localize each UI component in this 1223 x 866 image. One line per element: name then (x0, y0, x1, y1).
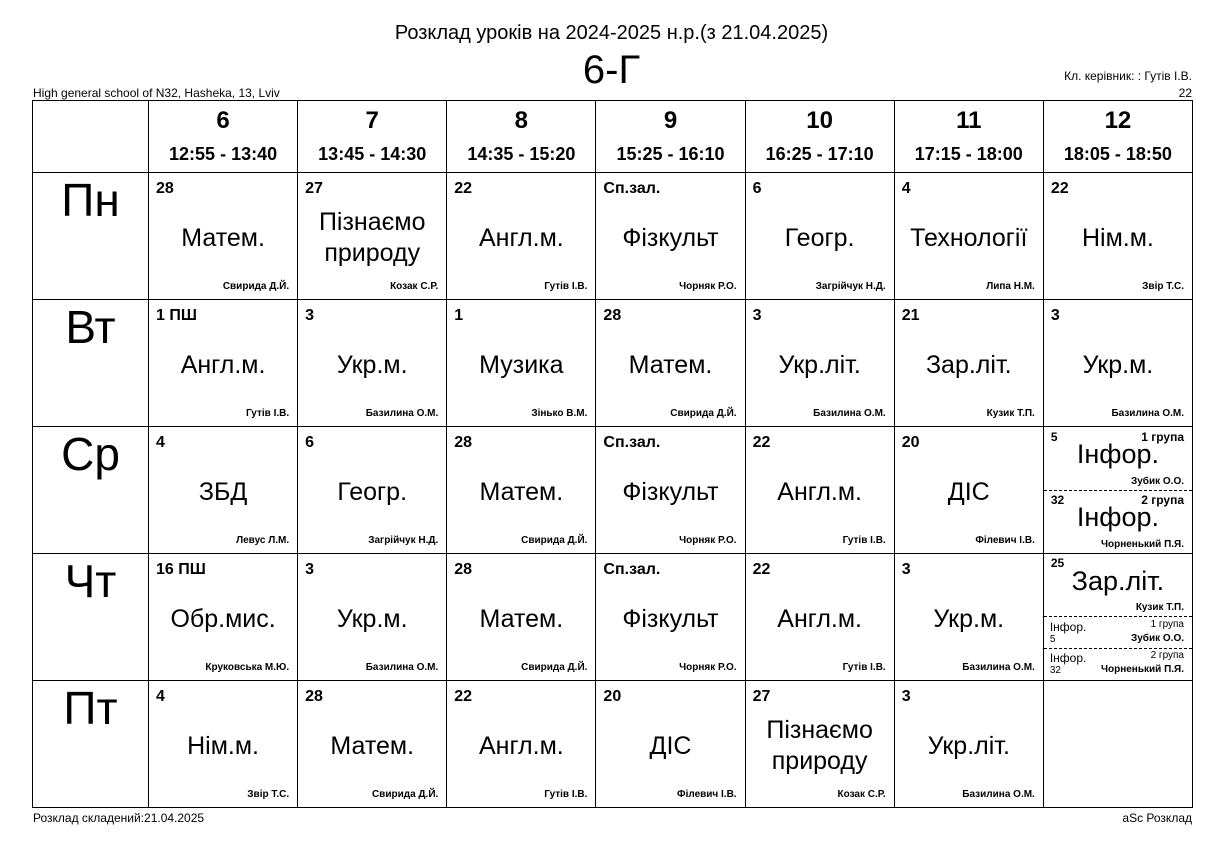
room-number: 21 (901, 307, 920, 324)
period-number: 11 (956, 107, 982, 134)
subject-name: Матем. (479, 604, 564, 633)
subject-name: Укр.м. (1082, 350, 1154, 379)
room-number: 3 (901, 561, 911, 578)
period-header (447, 101, 596, 173)
subject-name: Пізнаємо природу (766, 716, 873, 775)
lesson (746, 300, 894, 426)
subject-name: Інфор. (1049, 620, 1087, 634)
room-number: 3 (1050, 307, 1060, 324)
corner-cell (33, 101, 149, 173)
room-number: 1 ПШ (156, 307, 197, 324)
lesson (447, 173, 595, 299)
teacher-name: Базилина О.М. (962, 789, 1035, 800)
day-name: Ср (33, 427, 149, 554)
subject-name: Матем. (628, 350, 713, 379)
lesson (149, 300, 297, 426)
group-label: 2 група (1150, 650, 1184, 661)
room-number: 27 (752, 688, 771, 705)
room-number: 4 (156, 434, 165, 451)
lesson (447, 427, 595, 553)
subject-name: Матем. (181, 223, 265, 252)
room-number: 5 (1049, 634, 1056, 645)
subject-name: Укр.м. (336, 350, 408, 379)
lesson-cell (149, 554, 298, 681)
lesson-cell (745, 300, 894, 427)
subject-name: ДІС (947, 477, 990, 506)
room-number: 32 (1049, 665, 1061, 676)
lesson (1044, 427, 1192, 553)
subject-name: Зар.літ. (1071, 566, 1165, 596)
teacher-name: Левус Л.М. (236, 535, 290, 546)
day-name: Пт (33, 681, 149, 808)
teacher-name: Гутів І.В. (246, 408, 290, 419)
lesson-cell (596, 300, 745, 427)
lesson-cell (745, 173, 894, 300)
lesson-cell (894, 427, 1043, 554)
lesson (746, 554, 894, 680)
lesson (746, 681, 894, 807)
room-number: 5 (1050, 430, 1058, 444)
class-teacher: Кл. керівник: : Гутів І.В. (1064, 69, 1192, 83)
day-row (33, 300, 1193, 427)
teacher-name: Базилина О.М. (962, 662, 1035, 673)
teacher-name: Козак С.Р. (390, 281, 439, 292)
teacher-name: Гутів І.В. (842, 662, 886, 673)
teacher-name: Базилина О.М. (813, 408, 886, 419)
lesson (149, 554, 297, 680)
room-number: 27 (305, 180, 323, 197)
subject-name: Укр.м. (933, 604, 1005, 633)
period-header-row (33, 101, 1193, 173)
room-number: 28 (603, 307, 622, 324)
teacher-name: Чорняк Р.О. (679, 662, 737, 673)
teacher-name: Зінько В.М. (531, 408, 588, 419)
subject-name: Англ.м. (777, 604, 862, 633)
room-number: 6 (752, 180, 762, 197)
teacher-name: Гутів І.В. (544, 789, 588, 800)
period-number: 10 (806, 107, 833, 134)
teacher-name: Козак С.Р. (837, 789, 886, 800)
lesson (596, 173, 744, 299)
day-row (33, 427, 1193, 554)
room-number: 28 (305, 688, 323, 705)
teacher-name: Свирида Д.Й. (521, 662, 588, 673)
lesson (895, 554, 1043, 680)
lesson (298, 681, 446, 807)
period-header (596, 101, 745, 173)
lesson (1044, 300, 1192, 426)
lesson-cell (447, 300, 596, 427)
day-name: Пн (33, 173, 149, 300)
teacher-name: Базилина О.М. (365, 408, 439, 419)
teacher-name: Свирида Д.Й. (670, 408, 737, 419)
lesson-cell (894, 681, 1043, 808)
subject-name: Зар.літ. (925, 350, 1012, 379)
lesson-cell (298, 427, 447, 554)
lesson (298, 554, 446, 680)
subject-name: Пізнаємо природу (318, 208, 426, 267)
teacher-name: Базилина О.М. (365, 662, 439, 673)
subject-name: ДІС (649, 731, 692, 760)
room-number: 3 (305, 561, 315, 578)
room-number: 20 (901, 434, 920, 451)
day-row (33, 173, 1193, 300)
period-number: 7 (365, 107, 379, 134)
school-name: High general school of N32, Hasheka, 13, Lviv (33, 86, 280, 100)
teacher-name: Філевич І.В. (975, 535, 1035, 546)
subject-name: Музика (479, 350, 564, 379)
period-header (745, 101, 894, 173)
room-number: 4 (901, 180, 911, 197)
lesson (149, 427, 297, 553)
period-header (894, 101, 1043, 173)
period-header (149, 101, 298, 173)
subject-name: Англ.м. (478, 731, 564, 760)
schedule-title: Розклад уроків на 2024-2025 н.р.(з 21.04.2025) (394, 22, 829, 44)
period-time: 18:05 - 18:50 (1063, 144, 1172, 164)
room-number: 22 (454, 180, 473, 197)
subject-name: Фізкульт (622, 477, 719, 506)
lesson-cell (1043, 554, 1192, 681)
subject-name: Інфор. (1076, 439, 1159, 469)
lesson (895, 173, 1043, 299)
subject-name: Технології (910, 223, 1028, 252)
lesson-cell (149, 681, 298, 808)
period-time: 17:15 - 18:00 (914, 144, 1023, 164)
lesson (298, 300, 446, 426)
lesson-cell (149, 427, 298, 554)
subject-name: Інфор. (1076, 502, 1159, 532)
period-header (298, 101, 447, 173)
lesson (746, 173, 894, 299)
room-number: 28 (454, 434, 473, 451)
main-lesson (1044, 554, 1192, 617)
lesson (447, 681, 595, 807)
lesson (149, 173, 297, 299)
room-number: 22 (752, 434, 771, 451)
period-time: 15:25 - 16:10 (616, 144, 725, 164)
room-number: 3 (305, 307, 315, 324)
lesson (895, 300, 1043, 426)
lesson-cell (298, 300, 447, 427)
subject-name: Матем. (330, 731, 415, 760)
lesson-cell (447, 173, 596, 300)
room-number: 22 (454, 688, 473, 705)
lesson (1044, 554, 1192, 680)
group-lesson (1044, 427, 1192, 491)
room-number: Сп.зал. (603, 434, 661, 451)
room-number: 32 (1050, 493, 1065, 507)
group-label: 1 група (1150, 619, 1184, 630)
lesson (596, 300, 744, 426)
period-number: 8 (514, 107, 529, 134)
period-number: 6 (216, 107, 230, 134)
teacher-name: Загрійчук Н.Д. (368, 535, 439, 546)
subject-name: Укр.м. (336, 604, 408, 633)
day-name: Чт (33, 554, 149, 681)
room-number: 3 (901, 688, 911, 705)
lesson-cell (447, 427, 596, 554)
lesson (1044, 681, 1192, 807)
teacher-name: Кузик Т.П. (1135, 602, 1184, 613)
teacher-name: Загрійчук Н.Д. (815, 281, 886, 292)
lesson (1044, 173, 1192, 299)
lesson (895, 427, 1043, 553)
period-number: 9 (663, 107, 678, 134)
teacher-name: Чорняк Р.О. (679, 535, 737, 546)
teacher-name: Чорняк Р.О. (679, 281, 737, 292)
lesson-cell (596, 554, 745, 681)
lesson (596, 681, 744, 807)
subject-name: Фізкульт (622, 223, 719, 252)
period-time: 13:45 - 14:30 (318, 144, 427, 164)
subject-name: Англ.м. (777, 477, 862, 506)
teacher-name: Свирида Д.Й. (371, 789, 439, 800)
lesson-cell (1043, 300, 1192, 427)
lesson-cell (447, 681, 596, 808)
teacher-name: Базилина О.М. (1111, 408, 1184, 419)
lesson-cell (1043, 681, 1192, 808)
group-label: 1 група (1141, 430, 1184, 444)
subject-name: Англ.м. (180, 350, 266, 379)
group-lesson (1044, 648, 1192, 679)
lesson (149, 681, 297, 807)
lesson-cell (149, 173, 298, 300)
class-name: 6-Г (582, 48, 641, 92)
created-date: Розклад складений:21.04.2025 (33, 811, 205, 825)
app-name: aSc Розклад (1122, 811, 1192, 825)
room-number: 3 (752, 307, 762, 324)
teacher-name: Липа Н.М. (986, 281, 1035, 292)
timetable (32, 100, 1193, 808)
period-time: 12:55 - 13:40 (169, 144, 278, 164)
subject-name: Інфор. (1049, 651, 1087, 665)
subject-name: Англ.м. (478, 223, 564, 252)
lesson-cell (596, 173, 745, 300)
teacher-name: Гутів І.В. (842, 535, 886, 546)
day-name: Вт (33, 300, 149, 427)
lesson-cell (745, 427, 894, 554)
room-number: Сп.зал. (603, 561, 661, 578)
teacher-name: Чорненький П.Я. (1100, 539, 1184, 550)
lesson-cell (745, 554, 894, 681)
subject-name: Обр.мис. (170, 604, 276, 633)
lesson-cell (1043, 173, 1192, 300)
group-lesson (1044, 617, 1192, 649)
room-number: 20 (603, 688, 622, 705)
period-time: 14:35 - 15:20 (467, 144, 576, 164)
teacher-name: Чорненький П.Я. (1100, 664, 1184, 675)
teacher-name: Круковська М.Ю. (205, 662, 290, 673)
teacher-name: Свирида Д.Й. (222, 281, 290, 292)
lesson (746, 427, 894, 553)
subject-name: Геогр. (337, 477, 408, 506)
lesson-cell (745, 681, 894, 808)
lesson-cell (149, 300, 298, 427)
subject-name: Матем. (479, 477, 564, 506)
teacher-name: Кузик Т.П. (986, 408, 1035, 419)
subject-name: Фізкульт (622, 604, 719, 633)
subject-name: Нім.м. (187, 731, 259, 760)
subject-name: Укр.літ. (778, 350, 861, 379)
lesson-cell (447, 554, 596, 681)
lesson-cell (298, 681, 447, 808)
teacher-name: Звір Т.С. (247, 789, 290, 800)
room-number: 4 (156, 688, 165, 705)
group-label: 2 група (1141, 493, 1184, 507)
group-lesson (1044, 490, 1192, 553)
period-header (1043, 101, 1192, 173)
lesson-cell (596, 427, 745, 554)
lesson (298, 173, 446, 299)
teacher-name: Філевич І.В. (677, 789, 737, 800)
period-time: 16:25 - 17:10 (765, 144, 874, 164)
teacher-name: Свирида Д.Й. (521, 535, 588, 546)
lesson (895, 681, 1043, 807)
lesson (447, 300, 595, 426)
room-number: 25 (1050, 556, 1065, 570)
lesson-cell (894, 173, 1043, 300)
lesson (298, 427, 446, 553)
room-number: 22 (1050, 180, 1069, 197)
subject-name: Геогр. (784, 223, 855, 252)
lesson-cell (894, 554, 1043, 681)
lesson-cell (298, 554, 447, 681)
teacher-name: Звір Т.С. (1142, 281, 1184, 292)
lesson-cell (1043, 427, 1192, 554)
room-number: 28 (454, 561, 473, 578)
lesson (447, 554, 595, 680)
subject-name: Укр.літ. (927, 731, 1010, 760)
room-number: Сп.зал. (603, 180, 661, 197)
lesson (596, 554, 744, 680)
room-number: 16 ПШ (156, 561, 206, 578)
teacher-name: Зубик О.О. (1130, 633, 1184, 644)
room-number: 1 (454, 307, 464, 324)
day-row (33, 554, 1193, 681)
period-number: 12 (1104, 107, 1132, 134)
lesson-cell (894, 300, 1043, 427)
room-number: 28 (156, 180, 174, 197)
lesson (596, 427, 744, 553)
lesson-cell (596, 681, 745, 808)
teacher-name: Зубик О.О. (1130, 476, 1184, 487)
day-row (33, 681, 1193, 808)
lesson-cell (298, 173, 447, 300)
subject-name: Нім.м. (1081, 223, 1154, 252)
class-teacher-number: 22 (1178, 86, 1192, 100)
subject-name: ЗБД (198, 477, 248, 506)
teacher-name: Гутів І.В. (544, 281, 588, 292)
room-number: 22 (752, 561, 771, 578)
room-number: 6 (305, 434, 315, 451)
